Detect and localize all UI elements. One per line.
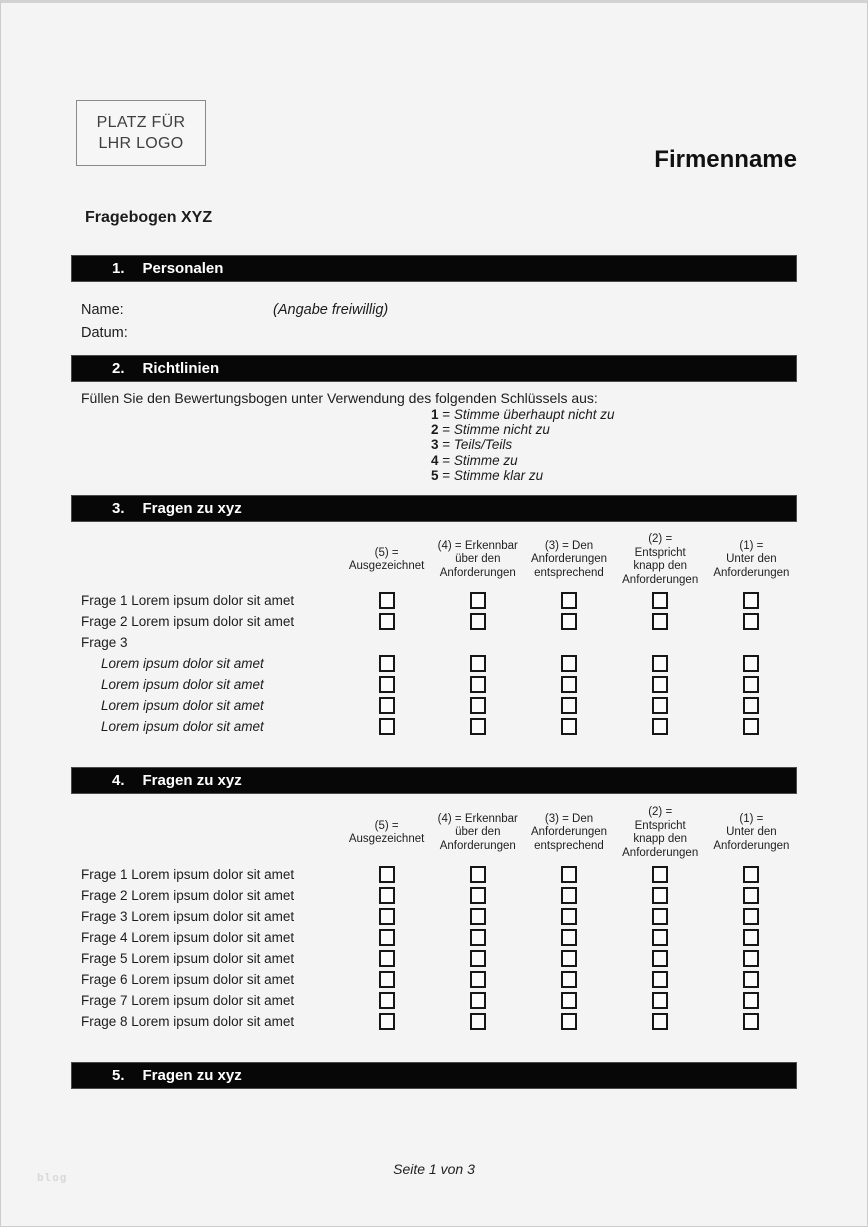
rating-key-value: 1	[431, 407, 439, 422]
checkbox[interactable]	[561, 971, 577, 988]
rating-cell	[341, 655, 432, 672]
rating-column-header-line: (5) =	[374, 546, 399, 559]
checkbox[interactable]	[652, 971, 668, 988]
checkbox[interactable]	[743, 655, 759, 672]
name-voluntary-note: (Angabe freiwillig)	[273, 301, 389, 318]
question-row	[71, 1011, 797, 1032]
checkbox[interactable]	[652, 908, 668, 925]
rating-cell	[523, 1013, 614, 1030]
checkbox[interactable]	[743, 992, 759, 1009]
page-header	[71, 100, 797, 173]
question-label: Frage 4 Lorem ipsum dolor sit amet	[81, 930, 295, 946]
question-row	[71, 674, 797, 695]
date-label: Datum:	[81, 324, 128, 341]
question-label: Frage 8 Lorem ipsum dolor sit amet	[81, 1014, 295, 1030]
question-label: Frage 2 Lorem ipsum dolor sit amet	[81, 888, 295, 904]
rating-column-header	[706, 813, 797, 854]
checkbox[interactable]	[379, 992, 395, 1009]
question-row	[71, 864, 797, 885]
checkbox[interactable]	[561, 718, 577, 735]
rating-cell	[706, 866, 797, 883]
rating-cell	[523, 697, 614, 714]
rating-cell	[432, 992, 523, 1009]
rating-cell	[341, 971, 432, 988]
checkbox[interactable]	[379, 929, 395, 946]
question-row	[71, 653, 797, 674]
rating-key-item: 1 = Stimme überhaupt nicht zu	[431, 407, 615, 422]
section-number: 1.	[112, 260, 125, 277]
checkbox[interactable]	[743, 613, 759, 630]
checkbox[interactable]	[561, 592, 577, 609]
checkbox[interactable]	[743, 866, 759, 883]
checkbox[interactable]	[470, 866, 486, 883]
rating-cell	[615, 676, 706, 693]
checkbox[interactable]	[561, 697, 577, 714]
rating-column-header-line: entsprechend	[534, 566, 604, 579]
watermark: blog	[37, 1171, 68, 1184]
checkbox[interactable]	[470, 697, 486, 714]
rating-cell	[432, 676, 523, 693]
section-number: 4.	[112, 772, 125, 790]
section-number: 3.	[112, 500, 125, 518]
rating-column-header	[615, 533, 706, 587]
checkbox[interactable]	[470, 929, 486, 946]
rating-cell	[615, 866, 706, 883]
checkbox[interactable]	[379, 971, 395, 988]
section-bar-fragen-4	[71, 767, 797, 794]
checkbox[interactable]	[743, 697, 759, 714]
rating-column-header-line: Anforderungen	[622, 573, 699, 586]
checkbox[interactable]	[379, 676, 395, 693]
question-label: Frage 6 Lorem ipsum dolor sit amet	[81, 972, 295, 988]
checkbox[interactable]	[379, 950, 395, 967]
checkbox[interactable]	[743, 971, 759, 988]
rating-column-header	[523, 540, 614, 581]
rating-cell	[615, 929, 706, 946]
rating-column-header-line: Anforderungen	[439, 566, 516, 579]
checkbox[interactable]	[652, 592, 668, 609]
rating-cell	[523, 992, 614, 1009]
question-label: Lorem ipsum dolor sit amet	[101, 677, 264, 693]
rating-header-row	[71, 802, 797, 864]
checkbox[interactable]	[743, 929, 759, 946]
company-name: Firmenname	[654, 146, 797, 173]
checkbox[interactable]	[652, 929, 668, 946]
question-row	[71, 948, 797, 969]
checkbox[interactable]	[561, 655, 577, 672]
rating-key-list	[431, 407, 797, 483]
rating-cell	[432, 971, 523, 988]
rating-cell	[706, 929, 797, 946]
checkbox[interactable]	[561, 676, 577, 693]
checkbox[interactable]	[470, 613, 486, 630]
checkbox[interactable]	[379, 655, 395, 672]
rating-cell	[523, 887, 614, 904]
rating-column-header-line: Anforderungen	[713, 839, 790, 852]
rating-column-header-line: (2) =	[648, 806, 673, 819]
rating-cell	[615, 971, 706, 988]
rating-cell	[341, 929, 432, 946]
rating-cell	[432, 929, 523, 946]
question-row	[71, 611, 797, 632]
rating-key-meaning: Teils/Teils	[453, 437, 513, 453]
question-row	[71, 632, 797, 653]
checkbox[interactable]	[743, 887, 759, 904]
rating-cell	[615, 655, 706, 672]
checkbox[interactable]	[561, 613, 577, 630]
rating-cell	[432, 592, 523, 609]
checkbox[interactable]	[470, 887, 486, 904]
question-label: Frage 1 Lorem ipsum dolor sit amet	[81, 593, 295, 609]
rating-cell	[432, 718, 523, 735]
document-title: Fragebogen XYZ	[85, 209, 213, 226]
rating-column-header	[432, 540, 523, 581]
question-label: Frage 2 Lorem ipsum dolor sit amet	[81, 614, 295, 630]
rating-key-value: 5	[431, 467, 439, 483]
section-bar-fragen-3	[71, 495, 797, 522]
question-label: Frage 3 Lorem ipsum dolor sit amet	[81, 909, 295, 925]
checkbox[interactable]	[652, 950, 668, 967]
rating-cell	[706, 950, 797, 967]
rating-cell	[341, 866, 432, 883]
question-label: Lorem ipsum dolor sit amet	[101, 656, 264, 672]
question-label: Lorem ipsum dolor sit amet	[101, 698, 264, 714]
rating-cell	[432, 697, 523, 714]
rating-cell	[523, 971, 614, 988]
checkbox[interactable]	[743, 1013, 759, 1030]
checkbox[interactable]	[743, 908, 759, 925]
rating-cell	[523, 929, 614, 946]
rating-column-header-line: Anforderungen	[439, 839, 516, 852]
rating-column-header-line: entsprechend	[534, 839, 604, 852]
checkbox[interactable]	[561, 929, 577, 946]
question-row	[71, 716, 797, 737]
rating-cell	[523, 908, 614, 925]
checkbox[interactable]	[470, 971, 486, 988]
rating-cell	[615, 950, 706, 967]
logo-text-line2: LHR LOGO	[98, 135, 184, 152]
rating-column-header-line: (5) =	[374, 819, 399, 832]
rating-key-item: 5 = Stimme klar zu	[431, 467, 544, 483]
question-row	[71, 885, 797, 906]
checkbox[interactable]	[561, 908, 577, 925]
rating-cell	[706, 697, 797, 714]
rating-cell	[615, 592, 706, 609]
question-row	[71, 695, 797, 716]
rating-key-item: 4 = Stimme zu	[431, 452, 518, 468]
question-row	[71, 969, 797, 990]
rating-key-meaning: Stimme überhaupt nicht zu	[453, 407, 615, 422]
rating-cell	[523, 950, 614, 967]
rating-key-item: 2 = Stimme nicht zu	[431, 422, 550, 438]
rating-column-header	[341, 820, 432, 847]
checkbox[interactable]	[561, 866, 577, 883]
checkbox[interactable]	[652, 676, 668, 693]
rating-cell	[706, 655, 797, 672]
checkbox[interactable]	[652, 613, 668, 630]
rating-cell	[615, 992, 706, 1009]
rating-cell	[523, 613, 614, 630]
checkbox[interactable]	[652, 866, 668, 883]
rating-table-3	[71, 530, 797, 737]
rating-column-header	[341, 547, 432, 574]
rating-cell	[615, 718, 706, 735]
checkbox[interactable]	[379, 697, 395, 714]
logo-placeholder	[76, 100, 206, 166]
checkbox[interactable]	[379, 592, 395, 609]
checkbox[interactable]	[743, 592, 759, 609]
rating-cell	[706, 992, 797, 1009]
rating-cell	[615, 887, 706, 904]
section-bar-personalen	[71, 255, 797, 282]
page-number: Seite 1 von 3	[393, 1161, 475, 1178]
rating-column-header-line: knapp den	[633, 833, 688, 846]
question-label: Lorem ipsum dolor sit amet	[101, 719, 264, 735]
rating-cell	[706, 592, 797, 609]
checkbox[interactable]	[379, 1013, 395, 1030]
rating-cell	[523, 866, 614, 883]
rating-cell	[615, 613, 706, 630]
rating-cell	[706, 887, 797, 904]
checkbox[interactable]	[470, 592, 486, 609]
checkbox[interactable]	[561, 950, 577, 967]
rating-cell	[432, 866, 523, 883]
rating-key-meaning: Stimme nicht zu	[453, 422, 550, 438]
rating-key-meaning: Stimme klar zu	[453, 467, 544, 483]
name-field-row	[81, 298, 797, 321]
checkbox[interactable]	[379, 908, 395, 925]
checkbox[interactable]	[652, 887, 668, 904]
rating-column-header-line: (1) =	[739, 539, 764, 552]
checkbox[interactable]	[561, 1013, 577, 1030]
checkbox[interactable]	[379, 718, 395, 735]
rating-cell	[432, 655, 523, 672]
rating-cell	[341, 1013, 432, 1030]
personal-fields	[81, 298, 797, 344]
section-title: Richtlinien	[142, 360, 220, 377]
checkbox[interactable]	[379, 887, 395, 904]
section-number: 5.	[112, 1067, 125, 1085]
rating-cell	[341, 613, 432, 630]
rating-column-header-line: (3) = Den	[544, 539, 594, 552]
rating-column-header-line: (3) = Den	[544, 812, 594, 825]
rating-cell	[615, 1013, 706, 1030]
rating-key-value: 4	[431, 452, 439, 468]
rating-column-header-line: Unter den	[726, 826, 777, 839]
rating-cell	[615, 697, 706, 714]
rating-cell	[341, 992, 432, 1009]
rating-key-value: 3	[431, 437, 439, 453]
checkbox[interactable]	[652, 718, 668, 735]
rating-cell	[341, 697, 432, 714]
question-row	[71, 906, 797, 927]
rating-cell	[706, 1013, 797, 1030]
rating-cell	[523, 718, 614, 735]
checkbox[interactable]	[470, 1013, 486, 1030]
rating-key-item: 3 = Teils/Teils	[431, 437, 513, 453]
rating-cell	[523, 676, 614, 693]
rating-cell	[341, 676, 432, 693]
section-bar-richtlinien	[71, 355, 797, 382]
rating-cell	[706, 718, 797, 735]
checkbox[interactable]	[470, 676, 486, 693]
checkbox[interactable]	[652, 655, 668, 672]
rating-column-header-line: (2) =	[648, 533, 673, 546]
checkbox[interactable]	[470, 992, 486, 1009]
question-label: Frage 7 Lorem ipsum dolor sit amet	[81, 993, 295, 1009]
rating-cell	[341, 718, 432, 735]
checkbox[interactable]	[470, 950, 486, 967]
question-label: Frage 1 Lorem ipsum dolor sit amet	[81, 867, 295, 883]
rating-column-header-line: (1) =	[739, 812, 764, 825]
rating-column-header	[523, 813, 614, 854]
rating-cell	[432, 908, 523, 925]
rating-cell	[706, 908, 797, 925]
rating-column-header-line: über den	[455, 826, 501, 839]
rating-key-value: 2	[431, 422, 439, 438]
checkbox[interactable]	[561, 887, 577, 904]
rating-cell	[341, 887, 432, 904]
rating-column-header	[706, 540, 797, 581]
rating-cell	[706, 676, 797, 693]
rating-cell	[432, 613, 523, 630]
rating-column-header-line: Entspricht	[634, 546, 686, 559]
rating-column-header-line: knapp den	[633, 560, 688, 573]
rating-cell	[523, 655, 614, 672]
rating-column-header-line: über den	[455, 553, 501, 566]
checkbox[interactable]	[743, 718, 759, 735]
question-row	[71, 590, 797, 611]
section-bar-fragen-5	[71, 1062, 797, 1089]
rating-column-header	[615, 806, 706, 860]
rating-cell	[706, 613, 797, 630]
rating-cell	[523, 592, 614, 609]
checkbox[interactable]	[470, 908, 486, 925]
section-title: Fragen zu xyz	[142, 1067, 242, 1085]
rating-cell	[341, 950, 432, 967]
rating-column-header-line: Ausgezeichnet	[348, 560, 425, 573]
rating-cell	[432, 1013, 523, 1030]
rating-column-header-line: Anforderungen	[713, 566, 790, 579]
rating-cell	[706, 971, 797, 988]
checkbox[interactable]	[652, 697, 668, 714]
question-row	[71, 927, 797, 948]
checkbox[interactable]	[652, 1013, 668, 1030]
checkbox[interactable]	[743, 676, 759, 693]
section-title: Fragen zu xyz	[142, 500, 242, 518]
rating-cell	[341, 592, 432, 609]
checkbox[interactable]	[743, 950, 759, 967]
checkbox[interactable]	[561, 992, 577, 1009]
rating-table-4	[71, 802, 797, 1032]
name-label: Name:	[81, 301, 124, 318]
checkbox[interactable]	[652, 992, 668, 1009]
checkbox[interactable]	[379, 866, 395, 883]
rating-cell	[615, 908, 706, 925]
rating-column-header-line: Anforderungen	[530, 553, 608, 566]
checkbox[interactable]	[379, 613, 395, 630]
question-row	[71, 990, 797, 1011]
rating-instruction: Füllen Sie den Bewertungsbogen unter Verwendung des folgenden Schlüssels aus:	[81, 390, 598, 406]
checkbox[interactable]	[470, 655, 486, 672]
rating-column-header-line: Entspricht	[634, 819, 686, 832]
section-number: 2.	[112, 360, 125, 377]
rating-column-header-line: Anforderungen	[622, 846, 699, 859]
logo-text-line1: PLATZ FÜR	[96, 114, 186, 131]
question-label: Frage 3	[81, 635, 128, 651]
rating-column-header-line: Ausgezeichnet	[348, 833, 425, 846]
rating-cell	[341, 908, 432, 925]
rating-cell	[432, 950, 523, 967]
rating-column-header	[432, 813, 523, 854]
rating-header-row	[71, 530, 797, 590]
rating-column-header-line: (4) = Erkennbar	[437, 812, 518, 825]
checkbox[interactable]	[470, 718, 486, 735]
date-field-row	[81, 321, 797, 344]
rating-column-header-line: (4) = Erkennbar	[437, 539, 518, 552]
rating-cell	[432, 887, 523, 904]
rating-column-header-line: Unter den	[726, 553, 777, 566]
question-label: Frage 5 Lorem ipsum dolor sit amet	[81, 951, 295, 967]
rating-key-meaning: Stimme zu	[453, 452, 518, 468]
section-title: Fragen zu xyz	[142, 772, 242, 790]
rating-column-header-line: Anforderungen	[530, 826, 608, 839]
section-title: Personalen	[142, 260, 224, 277]
